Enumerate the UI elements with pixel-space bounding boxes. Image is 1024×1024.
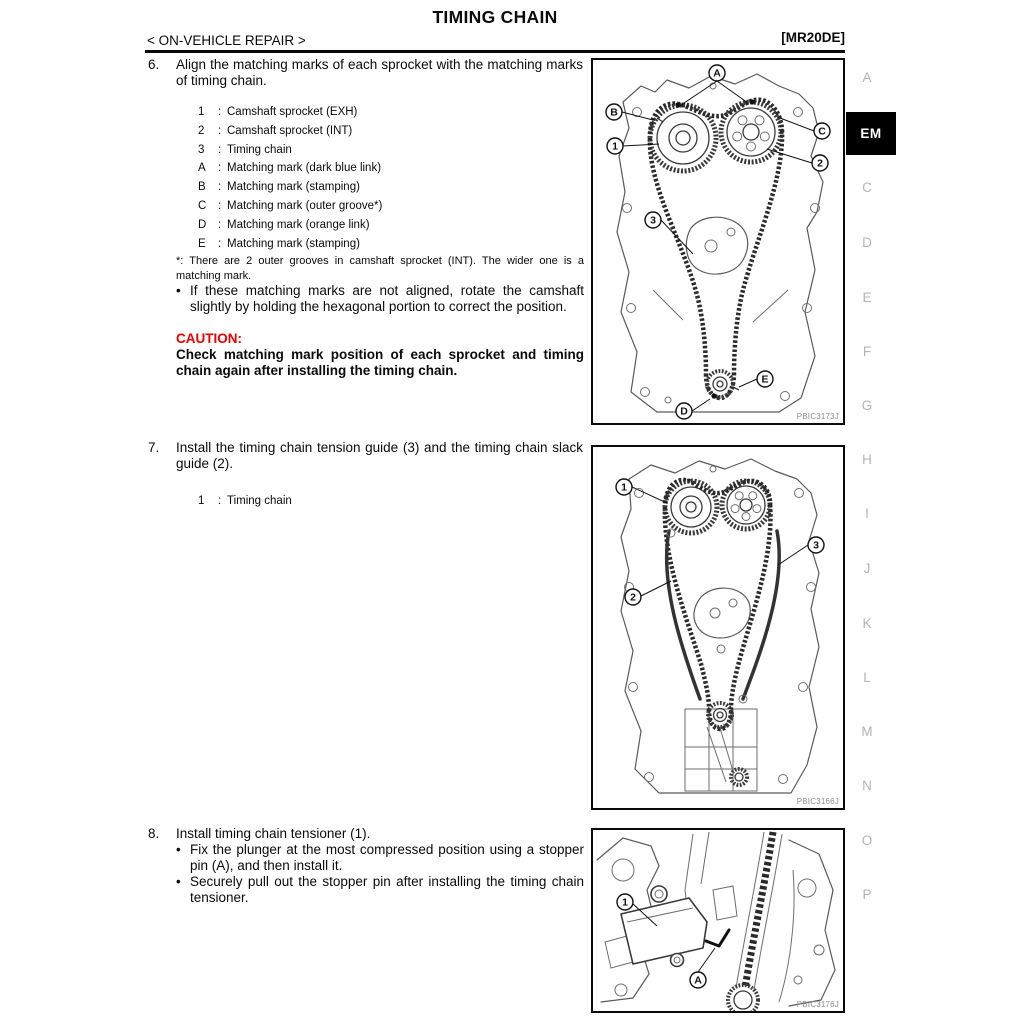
- figure-code: PBIC3166J: [796, 797, 839, 806]
- legend-label: Camshaft sprocket (INT): [227, 124, 353, 137]
- stopper-pin: [706, 930, 729, 946]
- crank-sprocket: [728, 985, 758, 1011]
- legend-row: [198, 159, 382, 178]
- caution-text: Check matching mark position of each sprocket and timing chain again after installing the timing chain.: [176, 347, 584, 378]
- section-tab-em-active: [846, 112, 896, 155]
- legend-separator: :: [218, 218, 222, 231]
- callout-A: [690, 972, 706, 988]
- legend-key: E: [198, 237, 206, 250]
- legend-label: Timing chain: [227, 495, 292, 507]
- section-heading: < ON-VEHICLE REPAIR >: [147, 33, 306, 48]
- callout-3: [808, 537, 824, 553]
- legend-key: 1: [198, 106, 205, 118]
- legend-label: Matching mark (outer groove*): [227, 199, 383, 212]
- step-6: [148, 57, 583, 89]
- bullet-marker: •: [176, 283, 181, 298]
- bolt-holes: [623, 83, 820, 403]
- step-8-bullet-1: [176, 842, 584, 874]
- svg-text:A: A: [713, 67, 721, 80]
- svg-text:2: 2: [817, 157, 823, 170]
- tension-guide: [739, 531, 779, 703]
- legend-label: Matching mark (dark blue link): [227, 162, 382, 175]
- step-7-text: Install the timing chain tension guide (3) and the timing chain slack guide (2).: [176, 440, 583, 471]
- model-code-badge: [MR20DE]: [781, 30, 845, 45]
- legend-key: A: [198, 162, 206, 175]
- legend-row: [198, 122, 382, 141]
- step-6-number: 6.: [148, 57, 160, 72]
- svg-text:A: A: [694, 974, 702, 987]
- section-tab-i: I: [865, 506, 869, 521]
- section-tab-l: L: [863, 670, 871, 685]
- section-tab-c: C: [862, 180, 872, 195]
- legend-separator: :: [218, 162, 222, 175]
- section-tab-g: G: [861, 398, 873, 413]
- callout-B: [606, 104, 622, 120]
- bullet-text: If these matching marks are not aligned, rotate the camshaft slightly by holding the hexagonal portion to correct the position.: [190, 283, 584, 314]
- svg-text:3: 3: [650, 214, 656, 227]
- legend-key: 1: [198, 495, 205, 507]
- callout-C: [814, 123, 830, 139]
- section-tab-f: F: [862, 344, 872, 359]
- legend-row: [198, 178, 382, 197]
- figure-step7-chain-guides: [591, 445, 845, 810]
- page-title: TIMING CHAIN: [432, 7, 558, 27]
- chain-run: [736, 832, 782, 990]
- legend-key: D: [198, 218, 207, 231]
- legend-label: Camshaft sprocket (EXH): [227, 106, 358, 118]
- section-tab-h: H: [862, 452, 872, 467]
- svg-text:C: C: [818, 125, 826, 138]
- legend-separator: :: [218, 181, 222, 194]
- step-8-text: Install timing chain tensioner (1).: [176, 826, 371, 841]
- svg-text:E: E: [761, 373, 769, 386]
- timing-chain-path: [665, 480, 771, 729]
- svg-text:B: B: [610, 106, 618, 119]
- legend-row: [198, 197, 382, 216]
- callout-2: [625, 589, 641, 605]
- legend-label: Matching mark (orange link): [227, 218, 370, 231]
- bullet-text: Fix the plunger at the most compressed position using a stopper pin (A), and then install it.: [190, 842, 584, 873]
- section-tab-d: D: [862, 235, 872, 250]
- legend-label: Timing chain: [227, 143, 292, 156]
- svg-text:1: 1: [622, 896, 628, 909]
- slack-guide: [667, 529, 700, 699]
- legend-key: 3: [198, 143, 205, 156]
- callout-E: [757, 371, 773, 387]
- step-8: [148, 826, 583, 842]
- section-tab-j: J: [863, 561, 871, 576]
- callout-2: [812, 155, 828, 171]
- step-7: [148, 440, 583, 472]
- center-housing: [694, 588, 750, 653]
- legend-separator: :: [218, 143, 222, 156]
- svg-text:2: 2: [630, 591, 636, 604]
- caution-label: CAUTION:: [176, 331, 242, 346]
- cam-sprocket-exh: [650, 105, 716, 171]
- svg-text:1: 1: [612, 140, 618, 153]
- legend-key: C: [198, 199, 207, 212]
- footnote-text: *: There are 2 outer grooves in camshaft sprocket (INT). The wider one is a matching mark.: [176, 255, 584, 282]
- legend-row: [198, 141, 382, 160]
- svg-text:1: 1: [621, 481, 627, 494]
- legend-separator: :: [218, 199, 222, 212]
- section-tab-k: K: [862, 616, 872, 631]
- section-tab-a: A: [862, 70, 872, 85]
- oil-pump-chain: [707, 727, 747, 785]
- section-tab-m: M: [861, 724, 873, 739]
- legend-separator: :: [218, 124, 222, 137]
- active-tab-label: EM: [860, 126, 882, 141]
- step-6-legend: [198, 103, 382, 253]
- bullet-text: Securely pull out the stopper pin after installing the timing chain tensioner.: [190, 874, 584, 905]
- step-7-legend: [198, 492, 292, 511]
- bullet-marker: •: [176, 842, 181, 857]
- svg-text:3: 3: [813, 539, 819, 552]
- callout-1: [617, 894, 633, 910]
- step-7-number: 7.: [148, 440, 160, 455]
- section-tab-p: P: [862, 887, 872, 902]
- tensioner-body: [621, 886, 707, 967]
- legend-row: [198, 235, 382, 254]
- section-tab-o: O: [861, 833, 873, 848]
- section-tab-n: N: [862, 778, 872, 793]
- cam-sprocket-exh: [665, 481, 717, 533]
- step-8-number: 8.: [148, 826, 160, 841]
- bullet-marker: •: [176, 874, 181, 889]
- legend-row: [198, 103, 382, 122]
- legend-key: B: [198, 181, 206, 194]
- engine-front-diagram: [593, 60, 843, 423]
- callout-1: [607, 138, 623, 154]
- bolt-holes: [625, 466, 816, 784]
- engine-front-diagram: [593, 447, 843, 808]
- callout-3: [645, 212, 661, 228]
- figure-step6-matching-marks: [591, 58, 845, 425]
- figure-code: PBIC3173J: [796, 412, 839, 421]
- header-rule: [145, 50, 845, 53]
- step-6-text: Align the matching marks of each sprocket with the matching marks of timing chain.: [176, 57, 583, 88]
- step-6-bullet: [176, 283, 584, 315]
- legend-separator: :: [218, 495, 222, 507]
- leader-lines: [632, 487, 808, 596]
- legend-label: Matching mark (stamping): [227, 181, 360, 194]
- legend-separator: :: [218, 237, 222, 250]
- callout-D: [676, 403, 692, 419]
- legend-label: Matching mark (stamping): [227, 237, 360, 250]
- figure-code: PBIC3176J: [796, 1000, 839, 1009]
- svg-text:D: D: [680, 405, 688, 418]
- legend-row: [198, 492, 292, 511]
- tensioner-closeup-diagram: [593, 830, 843, 1011]
- section-tab-e: E: [862, 290, 872, 305]
- step-8-bullet-2: [176, 874, 584, 906]
- legend-key: 2: [198, 124, 205, 137]
- figure-step8-tensioner: [591, 828, 845, 1013]
- legend-row: [198, 216, 382, 235]
- crank-sprocket: [707, 371, 733, 397]
- legend-separator: :: [218, 106, 222, 118]
- callout-1: [616, 479, 632, 495]
- callout-A: [709, 65, 725, 81]
